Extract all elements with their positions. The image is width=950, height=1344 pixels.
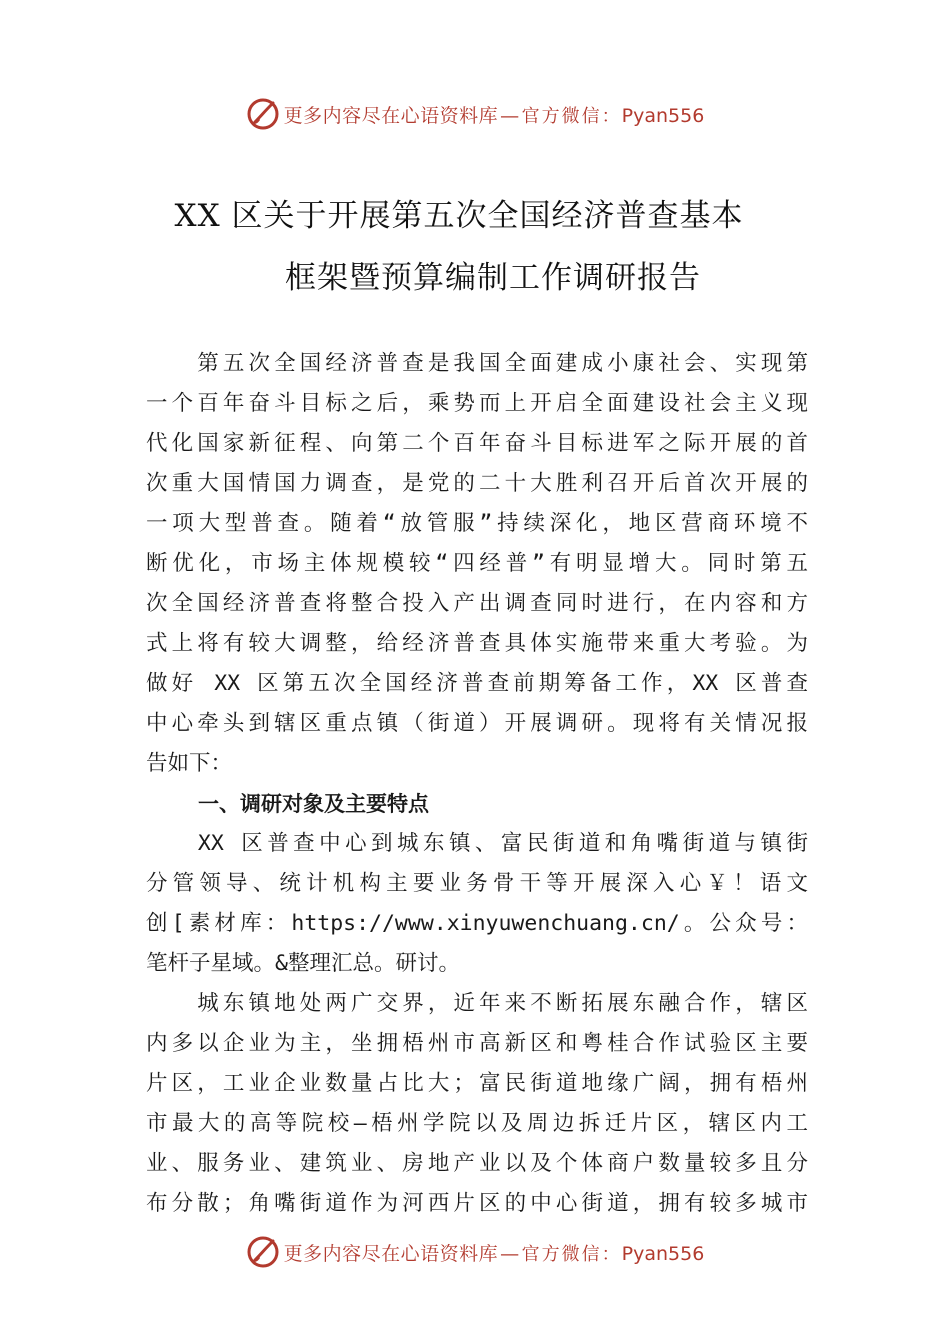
section-heading-1: 一、调研对象及主要特点 [198,792,429,816]
watermark-dash: — [500,104,520,127]
watermark-id: Pyan556 [621,104,705,127]
watermark-dash: — [500,1242,520,1265]
para2-line: XX 区普查中心到城东镇、富民街道和角嘴街道与镇街 [146,831,808,856]
para1-line: 一个百年奋斗目标之后，乘势而上开启全面建设社会主义现 [146,391,808,416]
para1-line: 代化国家新征程、向第二个百年奋斗目标进军之际开展的首 [146,431,808,456]
document-title-line1: XX 区关于开展第五次全国经济普查基本 [174,198,744,234]
watermark-sub: 官方微信： [521,105,622,127]
para3-line: 布分散；角嘴街道作为河西片区的中心街道，拥有较多城市 [146,1191,808,1216]
watermark-sub: 官方微信： [521,1243,622,1265]
para3-line: 业、服务业、建筑业、房地产业以及个体商户数量较多且分 [146,1151,808,1176]
para1-line: 中心牵头到辖区重点镇（街道）开展调研。现将有关情况报 [146,711,808,736]
para3-line: 市最大的高等院校—梧州学院以及周边拆迁片区，辖区内工 [146,1111,808,1136]
para2-line: 分管领导、统计机构主要业务骨干等开展深入心￥！语文 [146,871,808,896]
para1-line: 断优化，市场主体规模较“四经普”有明显增大。同时第五 [146,551,808,576]
para2-line: 笔杆子星域。&整理汇总。研讨。 [146,951,460,976]
watermark-banner-bottom [0,1230,950,1274]
para3-line: 城东镇地处两广交界，近年来不断拓展东融合作，辖区 [146,991,808,1016]
para2-line: 创[素材库：https://www.xinyuwenchuang.cn/。公众号： [146,911,808,936]
watermark-text [284,1239,705,1266]
watermark-banner-top [0,92,950,136]
brush-logo-icon [246,1235,280,1269]
document-title-line2: 框架暨预算编制工作调研报告 [285,260,701,296]
watermark-main: 更多内容尽在心语资料库 [283,104,499,127]
watermark-id: Pyan556 [621,1242,705,1265]
para1-line: 次全国经济普查将整合投入产出调查同时进行，在内容和方 [146,591,808,616]
para1-line: 第五次全国经济普查是我国全面建成小康社会、实现第 [146,351,808,376]
para1-line: 次重大国情国力调查，是党的二十大胜利召开后首次开展的 [146,471,808,496]
document-body [146,344,808,1224]
watermark-text [284,101,705,128]
para1-line: 告如下： [146,751,233,776]
para1-line: 式上将有较大调整，给经济普查具体实施带来重大考验。为 [146,631,808,656]
para3-line: 内多以企业为主，坐拥梧州市高新区和粤桂合作试验区主要 [146,1031,808,1056]
para1-line: 做好 XX 区第五次全国经济普查前期筹备工作，XX 区普查 [146,671,808,696]
watermark-main: 更多内容尽在心语资料库 [283,1242,499,1265]
para1-line: 一项大型普查。随着“放管服”持续深化，地区营商环境不 [146,511,808,536]
brush-logo-icon [246,97,280,131]
para3-line: 片区，工业企业数量占比大；富民街道地缘广阔，拥有梧州 [146,1071,808,1096]
